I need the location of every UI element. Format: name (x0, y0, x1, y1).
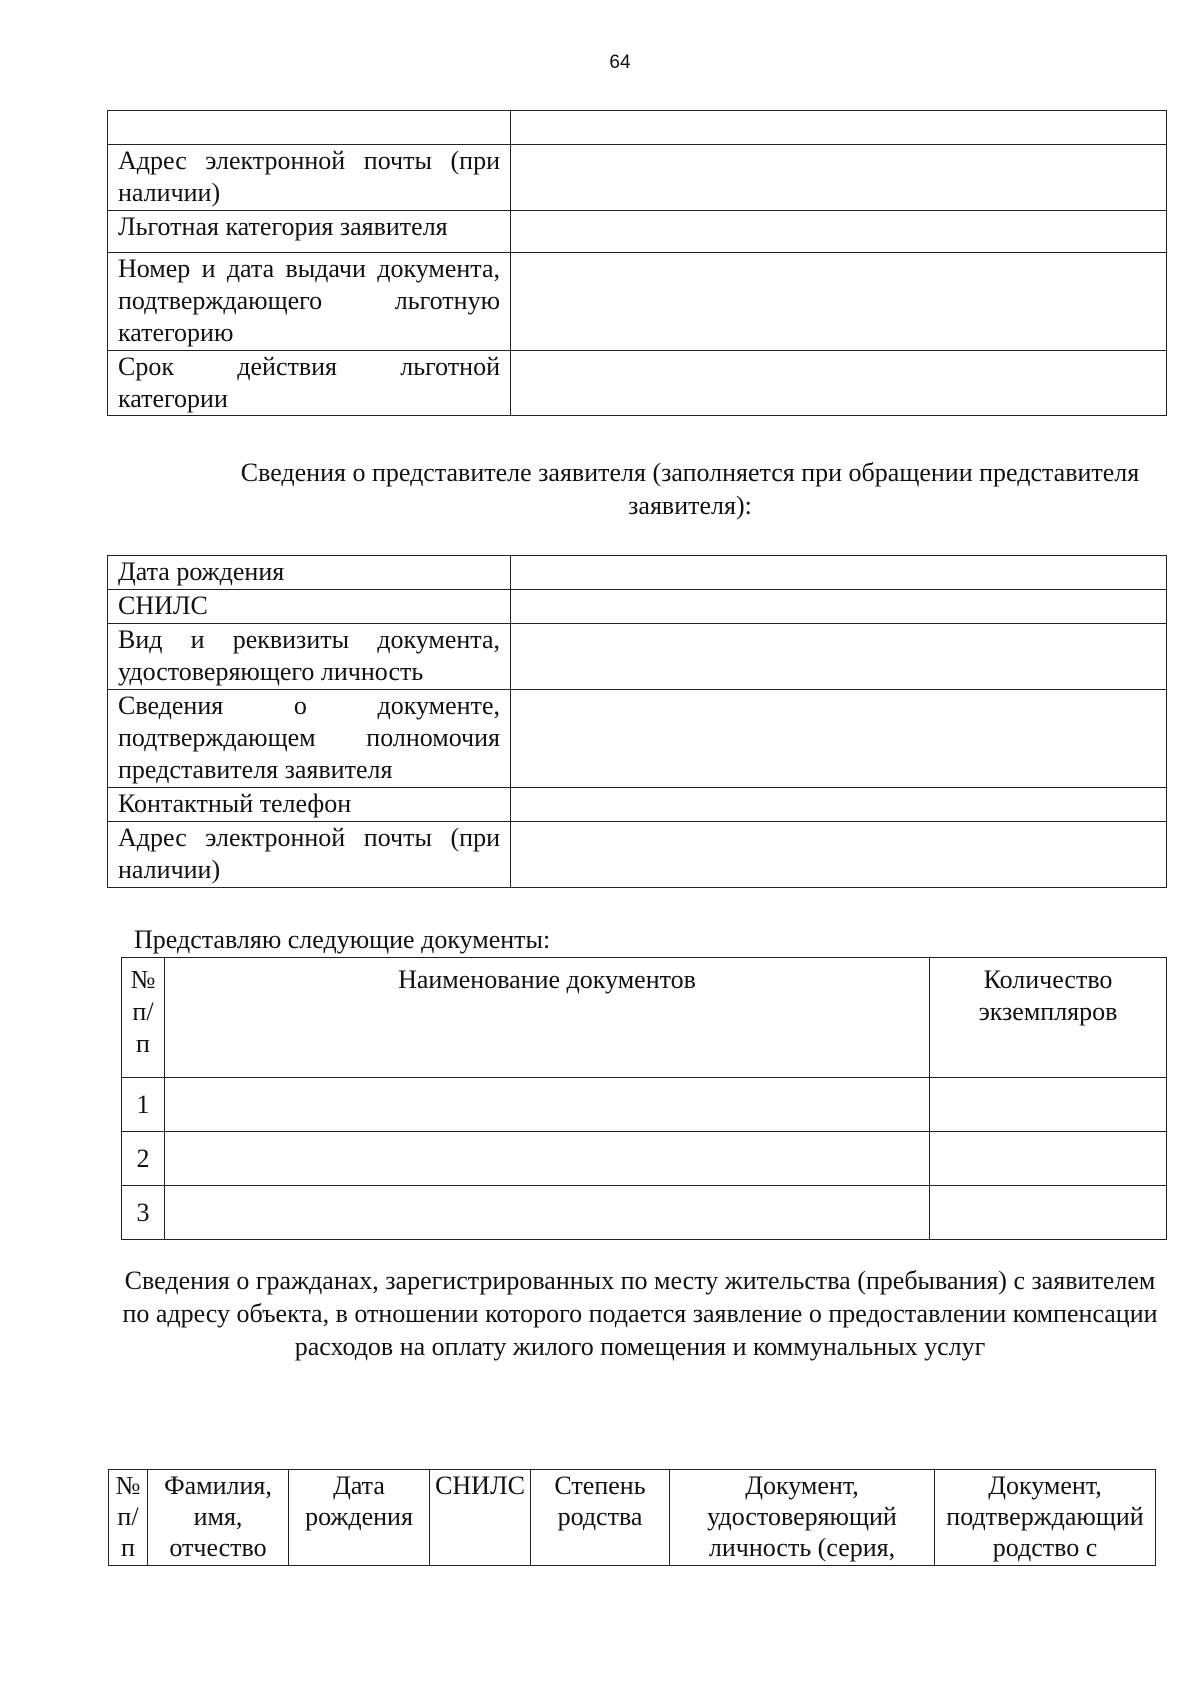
column-header-kinship-document: Документ, подтверждающий родство с (935, 1470, 1156, 1566)
table-row (108, 690, 1167, 788)
column-header-relationship: Степень родства (531, 1470, 670, 1566)
column-header-snils: СНИЛС (430, 1470, 531, 1566)
table-row (108, 253, 1167, 351)
row-value-field[interactable] (511, 556, 1167, 590)
row-number: 1 (122, 1078, 165, 1132)
copies-field[interactable] (930, 1186, 1167, 1240)
table-row (108, 624, 1167, 690)
copies-field[interactable] (930, 1078, 1167, 1132)
row-label: Адрес электронной почты (при наличии) (108, 822, 511, 888)
row-value-field[interactable] (511, 351, 1167, 416)
table-row (108, 111, 1167, 145)
document-name-field[interactable] (165, 1078, 930, 1132)
table-row (108, 788, 1167, 822)
column-header-document-name: Наименование документов (165, 958, 930, 1078)
table-row (122, 1078, 1167, 1132)
document-name-field[interactable] (165, 1186, 930, 1240)
row-number: 2 (122, 1132, 165, 1186)
documents-intro: Представляю следующие документы: (134, 925, 551, 954)
page-number: 64 (609, 52, 631, 73)
residents-heading: Сведения о гражданах, зарегистрированных по месту жительства (пребывания) с заявителем по адресу объекта, в отношении которого подается заявление о предоставлении компенсации расходов на оплату жилого помещения и коммунальных услуг (122, 1266, 1158, 1361)
table-row (108, 556, 1167, 590)
row-value-field[interactable] (511, 211, 1167, 253)
documents-table (121, 957, 1167, 1240)
row-label: Срок действия льготной категории (108, 351, 511, 416)
row-value-field[interactable] (511, 253, 1167, 351)
table-row (108, 145, 1167, 211)
residents-table (108, 1469, 1156, 1566)
row-value-field[interactable] (511, 111, 1167, 145)
row-value-field[interactable] (511, 822, 1167, 888)
row-label: Дата рождения (108, 556, 511, 590)
applicant-info-table (107, 110, 1167, 416)
row-label: Сведения о документе, подтверждающем полномочия представителя заявителя (108, 690, 511, 788)
table-header-row (122, 958, 1167, 1078)
row-label: Номер и дата выдачи документа, подтверждающего льготную категорию (108, 253, 511, 351)
table-row (108, 351, 1167, 416)
row-label (108, 111, 511, 145)
row-label: СНИЛС (108, 590, 511, 624)
row-label: Адрес электронной почты (при наличии) (108, 145, 511, 211)
table-row (108, 211, 1167, 253)
table-row (122, 1186, 1167, 1240)
row-number: 3 (122, 1186, 165, 1240)
row-value-field[interactable] (511, 690, 1167, 788)
column-header-identity-document: Документ, удостоверяющий личность (серия, (670, 1470, 935, 1566)
table-row (108, 590, 1167, 624)
representative-heading: Сведения о представителе заявителя (заполняется при обращении представителя заявителя): (240, 458, 1140, 520)
row-label: Контактный телефон (108, 788, 511, 822)
column-header-copies: Количество экземпляров (930, 958, 1167, 1078)
row-value-field[interactable] (511, 788, 1167, 822)
column-header-full-name: Фамилия, имя, отчество (148, 1470, 289, 1566)
row-value-field[interactable] (511, 590, 1167, 624)
column-header-number: № п/п (109, 1470, 148, 1566)
table-row (108, 822, 1167, 888)
table-row (122, 1132, 1167, 1186)
copies-field[interactable] (930, 1132, 1167, 1186)
row-label: Льготная категория заявителя (108, 211, 511, 253)
representative-info-table (107, 555, 1167, 888)
row-value-field[interactable] (511, 624, 1167, 690)
table-header-row (109, 1470, 1156, 1566)
column-header-number: № п/п (122, 958, 165, 1078)
column-header-birth-date: Дата рождения (289, 1470, 430, 1566)
row-label: Вид и реквизиты документа, удостоверяющего личность (108, 624, 511, 690)
document-name-field[interactable] (165, 1132, 930, 1186)
row-value-field[interactable] (511, 145, 1167, 211)
